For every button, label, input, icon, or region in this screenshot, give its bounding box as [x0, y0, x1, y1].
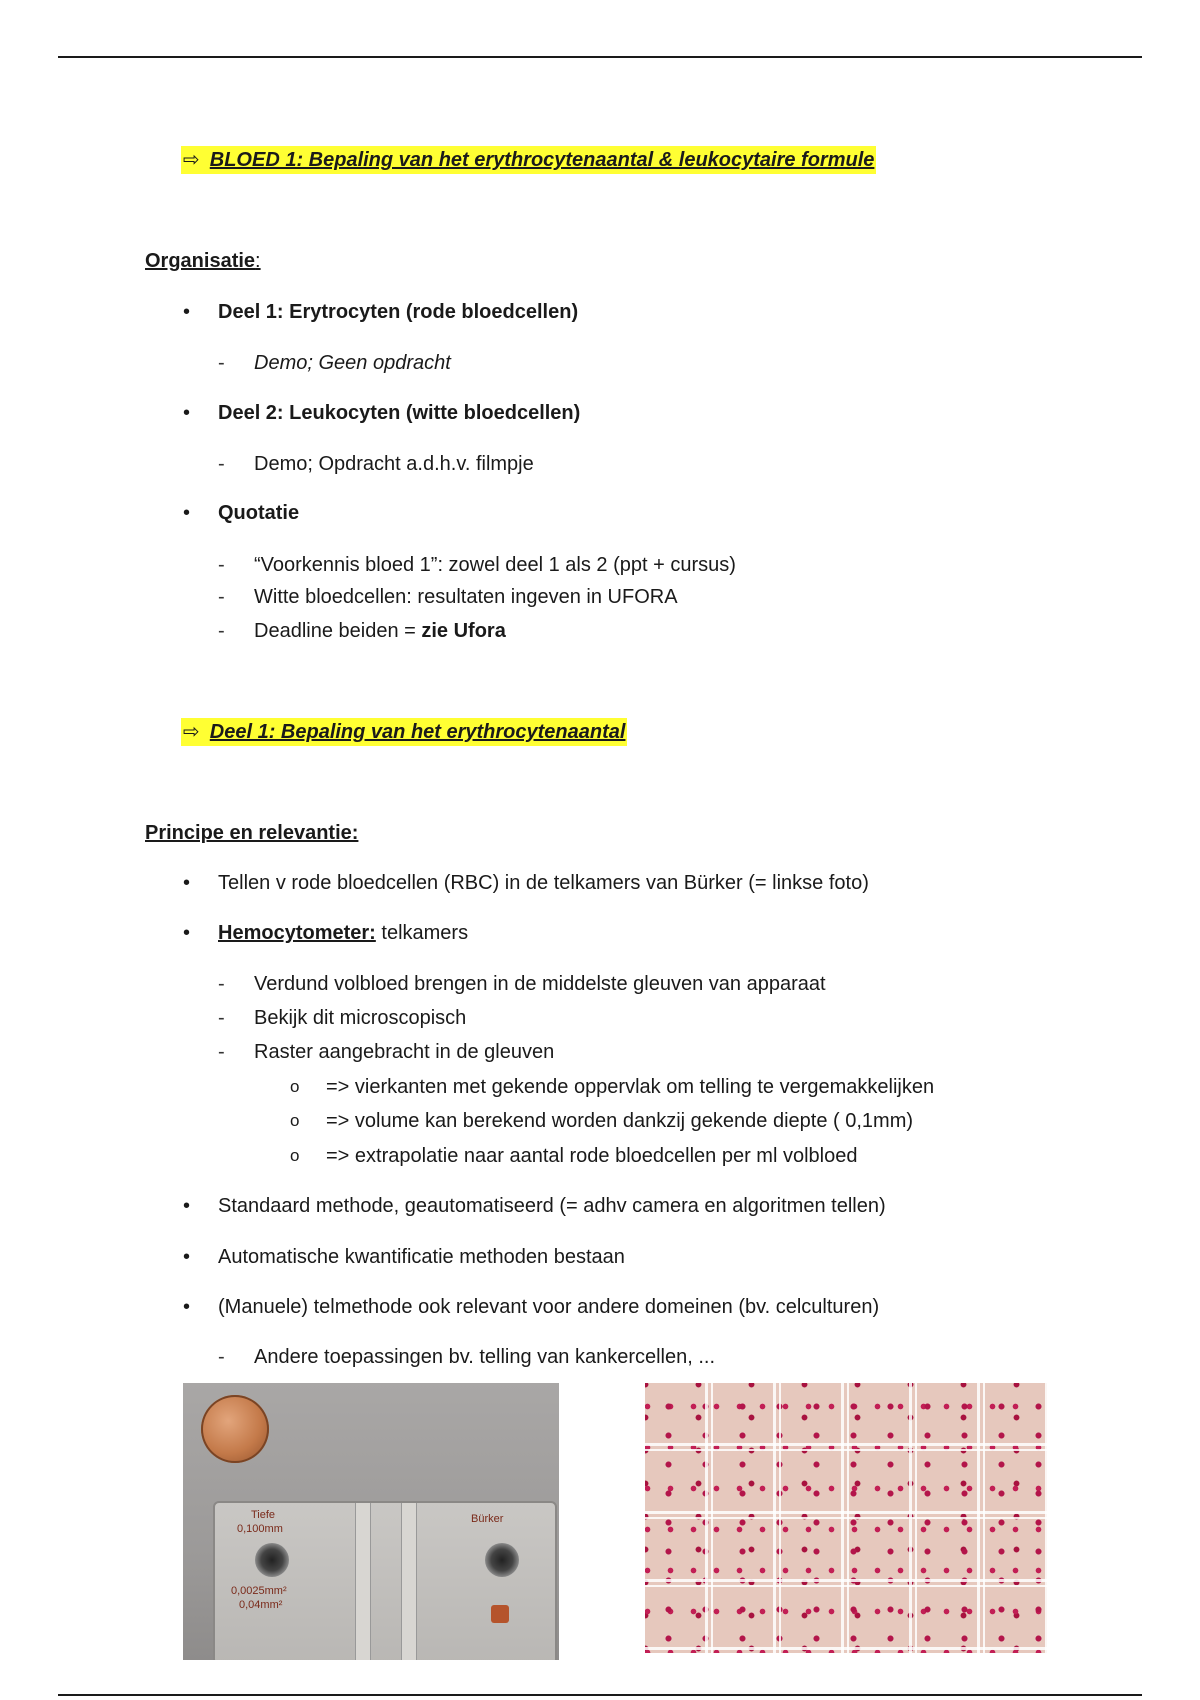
top-rule	[58, 56, 1142, 58]
title-bloed-1	[181, 146, 876, 174]
bullet-icon: •	[183, 922, 191, 944]
deel2-sub: Demo; Opdracht a.d.h.v. filmpje	[254, 453, 534, 475]
slide-label-depth: 0,100mm	[237, 1523, 283, 1535]
slide-groove	[355, 1503, 371, 1660]
dash-icon: -	[218, 352, 225, 374]
slide-label-area-1: 0,0025mm²	[231, 1585, 287, 1597]
raster-point-2: => volume kan berekend worden dankzij gekende diepte ( 0,1mm)	[326, 1110, 914, 1132]
arrow-right-icon: ⇨	[183, 721, 200, 743]
rbc-microscope-photo	[645, 1383, 1047, 1653]
title-deel-1	[181, 718, 627, 746]
raster-point-3: => extrapolatie naar aantal rode bloedcellen per ml volbloed	[326, 1145, 858, 1167]
arrow-right-icon: ⇨	[183, 149, 200, 171]
principe-item-2-sub-2: Bekijk dit microscopisch	[254, 1007, 467, 1029]
burker-chamber-photo	[183, 1383, 559, 1660]
bullet-icon: •	[183, 1246, 191, 1268]
principe-item-2-sub-1: Verdund volbloed brengen in de middelste gleuven van apparaat	[254, 973, 826, 995]
deel2-item: Deel 2: Leukocyten (witte bloedcellen)	[218, 402, 581, 424]
dash-icon: -	[218, 1041, 225, 1063]
dash-icon: -	[218, 973, 225, 995]
title-bloed-1-text: BLOED 1: Bepaling van het erythrocytenaantal & leukocytaire formule	[209, 149, 875, 171]
hemocytometer-rest: telkamers	[375, 922, 469, 944]
quotatie-sub-2: Witte bloedcellen: resultaten ingeven in UFORA	[254, 586, 678, 608]
bullet-icon: •	[183, 402, 191, 424]
quotatie-sub-3	[254, 618, 506, 644]
dash-icon: -	[218, 1007, 225, 1029]
organisatie-heading	[145, 248, 261, 274]
circle-bullet-icon: o	[290, 1077, 300, 1096]
circle-bullet-icon: o	[290, 1111, 300, 1130]
principe-item-3: Standaard methode, geautomatiseerd (= adhv camera en algoritmen tellen)	[218, 1195, 886, 1217]
slide-hole	[485, 1543, 519, 1577]
organisatie-colon: :	[255, 250, 261, 272]
counting-slide	[213, 1501, 557, 1660]
bottom-rule	[58, 1694, 1142, 1696]
dash-icon: -	[218, 554, 225, 576]
dash-icon: -	[218, 1346, 225, 1368]
dash-icon: -	[218, 620, 225, 642]
slide-label-area-2: 0,04mm²	[239, 1599, 283, 1611]
slide-logo	[491, 1605, 509, 1623]
slide-groove	[401, 1503, 417, 1660]
dash-icon: -	[218, 586, 225, 608]
quotatie-sub-1: “Voorkennis bloed 1”: zowel deel 1 als 2 (ppt + cursus)	[254, 554, 736, 576]
principe-item-1: Tellen v rode bloedcellen (RBC) in de telkamers van Bürker (= linkse foto)	[218, 872, 869, 894]
coin-image	[201, 1395, 269, 1463]
principe-heading: Principe en relevantie:	[145, 822, 359, 844]
bullet-icon: •	[183, 301, 191, 323]
principe-item-5: (Manuele) telmethode ook relevant voor andere domeinen (bv. celculturen)	[218, 1296, 880, 1318]
dash-icon: -	[218, 453, 225, 475]
deel1-item: Deel 1: Erytrocyten (rode bloedcellen)	[218, 301, 579, 323]
principe-item-5-sub-1: Andere toepassingen bv. telling van kankercellen, ...	[254, 1346, 716, 1368]
principe-item-2-sub-3: Raster aangebracht in de gleuven	[254, 1041, 555, 1063]
organisatie-heading-text: Organisatie	[145, 250, 256, 272]
slide-label-burker: Bürker	[471, 1513, 504, 1525]
bullet-icon: •	[183, 872, 191, 894]
bullet-icon: •	[183, 1195, 191, 1217]
deel1-sub: Demo; Geen opdracht	[254, 352, 451, 374]
hemocytometer-label: Hemocytometer:	[218, 922, 376, 944]
principe-item-2	[218, 920, 468, 946]
slide-hole	[255, 1543, 289, 1577]
bullet-icon: •	[183, 1296, 191, 1318]
title-deel-1-text: Deel 1: Bepaling van het erythrocytenaantal	[209, 721, 626, 743]
deadline-text: Deadline beiden =	[254, 620, 422, 642]
quotatie-item: Quotatie	[218, 502, 300, 524]
slide-label-tiefe: Tiefe	[251, 1509, 276, 1521]
circle-bullet-icon: o	[290, 1146, 300, 1165]
deadline-bold: zie Ufora	[421, 620, 506, 642]
raster-point-1: => vierkanten met gekende oppervlak om telling te vergemakkelijken	[326, 1076, 935, 1098]
bullet-icon: •	[183, 502, 191, 524]
principe-item-4: Automatische kwantificatie methoden bestaan	[218, 1246, 625, 1268]
